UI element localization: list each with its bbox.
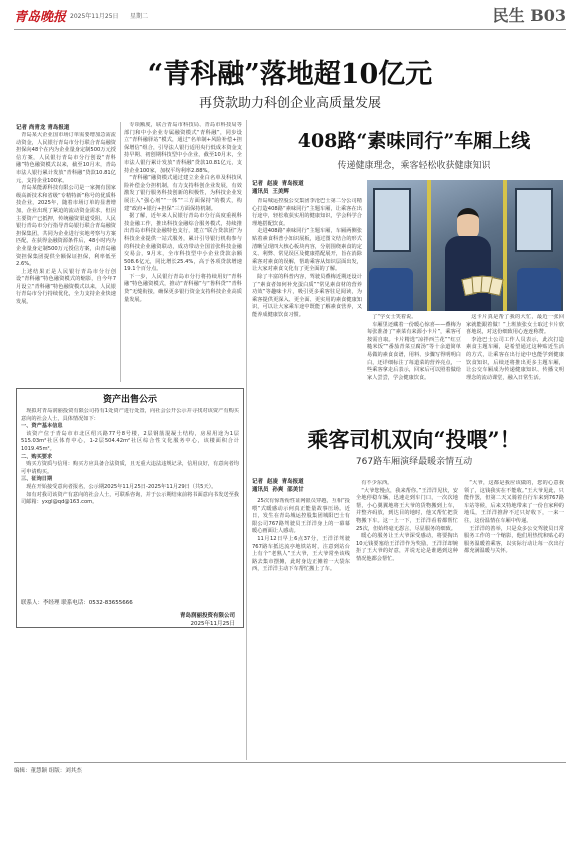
issue-weekday: 星期二: [130, 13, 149, 20]
notice-body: [21, 408, 239, 580]
column-divider: [120, 122, 121, 382]
recipe-cards-image: [463, 276, 505, 292]
notice-paragraph: 现在开始接受意向者报名，公示期2025年11月25日-2025年11月29日（共5天）。: [26, 483, 217, 490]
article1-paragraph: 青岛某大企业国市场订单需要增加急需流动资金，人民银行青岛市分行联合青岛融资担保向48个在内为企业量身定制500万元授信方案，人民银行青岛市分行创设“青科融”特色融资模式以来，截至10月末，青岛市法人银行累计发放“青科融”贷款10.81亿元，支持企业100家。: [16, 132, 116, 184]
article1-column-2: [124, 122, 242, 382]
staff-person-figure: [445, 208, 491, 311]
notice-paragraph: 该资产位于青岛市市北区绍兴路77号8号楼，2层钢筋混凝土结构，房屋用途为1层515.03m²社区体育中心，1-2层504.42m²社区综合性文化服务中心，该楼面积合计1019.45m²。: [21, 430, 239, 452]
article1-paragraph: 据了解，近年来人民银行青岛市分行高度重视科技金融工作，推出科技金融综合服务模式，持续推出青岛市科技金融特色支行，建立“联合贷款团”为科技企业提供一站式服务，累计引导银行机构参与的科技企业融资联动，成功带动全国首张科技金融交易会，9月末，全市科技型中小企业贷款余额508.6亿元，同比增长25.4%，高于各项贷款增速19.1个百分点。: [124, 213, 242, 273]
article1-column-1: [16, 132, 116, 382]
main-headline: “青科融”落地超10亿元: [147, 59, 433, 90]
article3-paragraph: “大爷，这都是我应该做的，您的心意我领了，这钱我实在不能收。”王大爷见此，只能作罢，但第二天又骑着自行车来到767路车站等候，后来又特地带来了一份自家种的地瓜，王洋洋推辞不过只好收下，一来一往，这份温情在车厢中传递。: [464, 480, 564, 524]
article2-column-left: [252, 198, 362, 410]
section-label: 民生 B03: [492, 6, 566, 25]
article1-byline: 记者 尚青龙 青岛报道: [16, 125, 70, 131]
notice-title: 资产出售公示: [102, 395, 157, 405]
article3-column-2: [356, 480, 458, 628]
main-subheadline: 再贷款助力科创企业高质量发展: [198, 96, 381, 111]
article1-paragraph: 青岛某能源科技有限公司是一家拥有国家级高新技术和省级“专精特新”称号的优质科技企业，2025年，随着市场订单的显著增加，企业出现了紧迫的流动资金需求，但因主要资产已抵押，传统融资渠道受阻。人民银行青岛市分行指导青岛银行联合青岛融资担保集团，共同为企业进行实地考察与方案匹配，在获得金融资源条件后，48小时内为企业量身定制500万元授信方案，由青岛融资担保集团提供全额保证担保，利率低至2.6%。: [16, 185, 116, 268]
article2-paragraph: 车厢里还藏着一份暖心惊喜——叠梅为每张准备了“素菜有来源小卡片”，乘客可按需自取。卡片精选“凉拌西兰花”“红豆糙米饭”“番茄青菜豆腐汤”等十余道简单易做的素食食谱，用料、步骤写得明明白白，还详细标注了每道菜的营养亮点，一些乘客拿走后表示，回家后可以照着做给家人尝尝，学会健康饮食。: [367, 321, 461, 381]
article1-paragraph: 上述结果正是人民银行青岛市分行创设“青科融”特色融资模式的缩影，自今年7月设立“青科融”特色融资模式以来，人民银行青岛市分行持续优化，全力支持企业快速发展。: [16, 268, 116, 306]
article2-headline: 408路“素味同行”车厢上线: [297, 130, 531, 152]
article3-paragraph: 11月12日早上6点37分，王洋洋驾驶767路车抵达流亭地铁站时，注意到站台上有个“老熟人”王大爷，王大爷常坐该线路去集市摆摊，此时身边正摊着一大袋东西，王洋洋主动下车帮忙搬上了车。: [252, 535, 350, 573]
footer-rule: [14, 762, 566, 763]
issue-date: 2025年11月25日: [70, 13, 119, 20]
page-footer-credits: 编辑：董慧颖 组版：刘其杰: [14, 768, 82, 774]
notice-section-heading: 三、征询日期: [21, 476, 53, 483]
bus-interior-photo: [367, 180, 563, 311]
article2-subheadline: 传递健康理念，乘客轻松收获健康知识: [337, 161, 491, 171]
article3-paragraph: 暖心的服务让王大爷深受感动，将要掏出10元钱要塞给王洋洋作为奖励，王洋洋却婉拒了王大爷的好意，并说无论是谁遇到这种情况他都会帮忙。: [356, 533, 458, 562]
notice-paragraph: 如有对我司该资产有意向的社会人士，可联系咨询，并于公示期结束前将书面意向书发送至我司邮箱：yxgl@qd@163.com。: [21, 491, 239, 506]
masthead-rule: [14, 29, 566, 30]
article3-headline: 乘客司机双向“投喂”！: [307, 427, 521, 452]
article1-paragraph: 专项额度，联合青岛市科技局、青岛市科技局等部门和中小企业专属融资模式“青科融”，同步设立“青科融驿站”模式，通过“名单制+风险补偿+担保增信”组合，引导法人银行适用央行低成本资金支持早期、初创期科技型中小企业，截至10月末，全市法人银行累计发放“青科融”贷款10.81亿元，支持企业100家，加权平均利率2.88%。: [124, 122, 242, 174]
article1-paragraph: 下一步，人民银行青岛市分行将持续用好“青科融”特色融资模式，推动“青科融”与“鲁科贷”“青科贷”无缝衔接，确保更多银行资金支持科技企业高质量发展。: [124, 273, 242, 303]
column-divider: [246, 120, 247, 760]
notice-signer: 青岛润丽投资有限公司: [179, 613, 235, 619]
article2-byline: 记者 赵凌 青岛报道 通讯员 王美辉: [252, 181, 304, 195]
article3-paragraph: “大爷您慢点，我来帮你。”王洋洋见状，安全地停稳车辆，迅速走到车门口，一次次地帮，小心翼翼地将王大爷的货物搬到上车，并整齐码放，到达目的地时，他又帮忙把货物搬下车。这一上一下，王洋洋看着都帮忙25次，但始终毫无怨言，尽显服务的细致。: [356, 487, 458, 532]
article3-column-3: [464, 480, 564, 628]
article3-paragraph: 25次有惊帮衔性证网银员穿越，互相“投喂”式暖感动示何真正能量故事压场。近日，发生在青岛城运控股集团城阳巴士有限公司767路驾驶员王洋洋身上的一幕幕暖心画面让人感动。: [252, 498, 350, 535]
notice-paragraph: 现拟对青岛润丽投资有限公司持有1处资产进行处置，向社会公开公示并寻找对该资产有购买意向的社会人士，具体情况如下：: [21, 408, 239, 422]
article3-byline: 记者 赵凌 青岛报道 通讯员 孙爽 邵美甘: [252, 479, 304, 493]
notice-sign-date: 2025年11月25日: [190, 621, 235, 627]
article2-column-mid: [367, 314, 461, 410]
notice-paragraph: 购买方资质与信用：购买方应具备合法资质，且无重大违法违规记录，信用良好，有意向者均可申请购买。: [21, 461, 239, 475]
article3-paragraph: 有不少东西。: [361, 480, 393, 486]
notice-section-heading: 二、购买要求: [21, 453, 53, 460]
article3-paragraph: 王洋洋的善举，只是众多公交驾驶员日常服务工作的一个缩影，他们用热忱和贴心的服务温暖着乘客，以实际行动让每一次出行都充满温暖与关怀。: [464, 525, 564, 555]
article2-paragraph: 青岛城运控股公交集团李沧巴士第二分公司精心打造408路“素味同行”主题车厢，让乘客在出行途中，轻松收获实用的健康知识，学会科学合理地搭配饮食。: [252, 198, 362, 227]
article2-paragraph: 走进408路“素味同行”主题车厢，车厢两侧张贴着素食科普小知识展板，通过图文结合的形式清晰呈现四大核心板块内容，分别围绕素食的定义、利弊、常见误区及健康搭配展开，旨在消除乘客对素食的误解，帮助乘客从知识层面出发，让大家对素食文化有了更全面的了解。: [252, 228, 362, 273]
article2-paragraph: 这卡片真是帮了我的大忙，最近一张回家就能跟着做！”上班族张女士取过卡片欣喜地说，对这份细致用心连连称赞。: [466, 314, 564, 336]
notice-contact: 联系人：李经理 联系电话：0532-83655666: [21, 600, 133, 606]
article1-paragraph: “青科融”融资模式通过建立企业白名单及科技风险补偿金分担机制，有力支持科创企业发展，有效激发了银行服务科技创新的积极性，为科技企业发展注入“强心剂”“一体”“三方面保持”的模式，构建“政府+银行+担保”三方面保持机制。: [124, 175, 242, 212]
article2-paragraph: 了“学女士笑着说。: [372, 314, 417, 320]
article2-column-right: [466, 314, 564, 410]
notice-section-heading: 一、资产基本信息: [21, 423, 63, 430]
article3-subheadline: 767路车厢演绎最暖亲情互动: [355, 457, 473, 467]
newspaper-logo: 青岛晚报: [14, 10, 67, 25]
article2-paragraph: 李沧巴士公司工作人员表示，此次打造素食主题车厢，是希望通过这种贴近生活的方式，让乘客在出行途中也能学到健康饮食知识，后续还将推出更多主题车厢，让公交车厢成为传递健康知识、传播文明理念的流动课堂，融入日常生活。: [466, 336, 564, 381]
article3-column-1: [252, 498, 350, 628]
article2-paragraph: 除了丰富的科普内容，驾驶员叠梅近期还设计了“素食者如何补充蛋白质”“常见素食材的营养功效”等趣味卡片，吸引更多乘客驻足阅读，为乘客提供更深入、更全面、更实用的素食健康知识，可以让大家乘车途中既能了解素食营养，又能养成健康饮食习惯。: [252, 273, 362, 318]
